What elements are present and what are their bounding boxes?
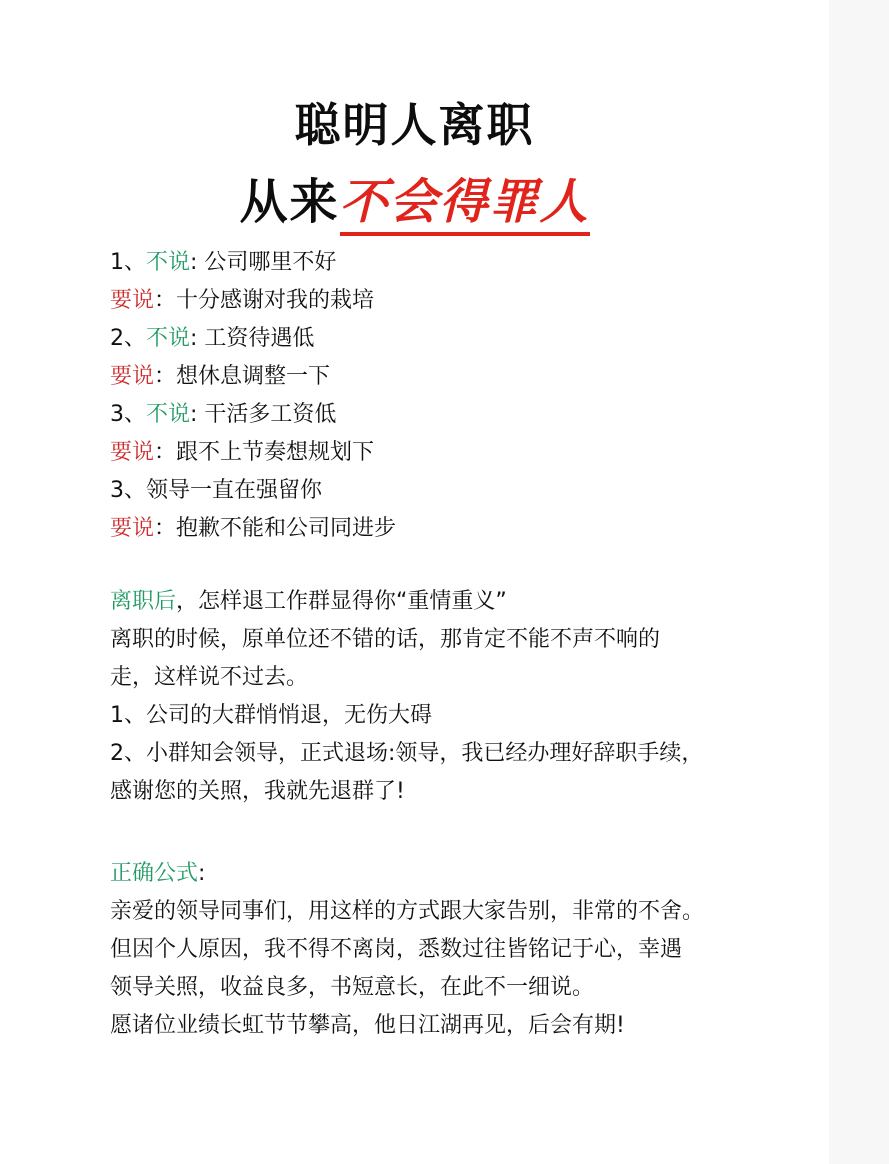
title-line-2-highlight: 不会得罪人 — [340, 174, 590, 236]
list-item-1-say — [110, 282, 770, 320]
say-label: 要说 — [110, 288, 155, 313]
say-label: 要说 — [110, 516, 155, 541]
after-heading-label: 离职后 — [110, 589, 177, 614]
item-text: : 干活多工资低 — [190, 402, 337, 427]
item-prefix: 3、 — [110, 402, 146, 427]
title-line-1: 聪明人离职 — [294, 98, 535, 152]
after-line-5: 感谢您的关照，我就先退群了! — [110, 779, 405, 804]
list-item-3-say — [110, 434, 770, 472]
after-line-1: 离职的时候，原单位还不错的话，那肯定不能不声不响的 — [110, 627, 661, 652]
title-block — [0, 92, 829, 236]
say-label: 要说 — [110, 364, 155, 389]
formula-line-4: 愿诸位业绩长虹节节攀高，他日江湖再见，后会有期! — [110, 1013, 625, 1038]
section-gap — [110, 548, 770, 583]
after-heading — [110, 583, 770, 621]
title-line-2 — [0, 168, 829, 236]
after-line-2: 走，这样说不过去。 — [110, 665, 309, 690]
item-text: ：跟不上节奏想规划下 — [154, 440, 375, 465]
formula-heading-label: 正确公式 — [110, 861, 199, 886]
item-text: ：想休息调整一下 — [154, 364, 331, 389]
after-line-3: 1、公司的大群悄悄退，无伤大碍 — [110, 703, 432, 728]
list-item-4-situation: 3、领导一直在强留你 — [110, 478, 322, 503]
item-text: : 公司哪里不好 — [190, 250, 337, 275]
formula-line-2: 但因个人原因，我不得不离岗，悉数过往皆铭记于心，幸遇 — [110, 937, 683, 962]
item-prefix: 2、 — [110, 326, 146, 351]
list-item-4-say — [110, 510, 770, 548]
dont-say-label: 不说 — [146, 402, 191, 427]
formula-heading-colon: : — [198, 861, 206, 886]
dont-say-label: 不说 — [146, 250, 191, 275]
item-prefix: 1、 — [110, 250, 146, 275]
list-item-3-dont-say — [110, 396, 770, 434]
item-text: ：抱歉不能和公司同进步 — [154, 516, 397, 541]
section-gap — [110, 811, 770, 855]
list-item-2-dont-say — [110, 320, 770, 358]
title-line-2-prefix: 从来 — [239, 174, 340, 230]
formula-line-1: 亲爱的领导同事们，用这样的方式跟大家告别，非常的不舍。 — [110, 899, 705, 924]
list-item-1-dont-say — [110, 244, 770, 282]
item-text: ：十分感谢对我的栽培 — [154, 288, 375, 313]
item-text: : 工资待遇低 — [190, 326, 315, 351]
say-label: 要说 — [110, 440, 155, 465]
document-content — [110, 244, 770, 1045]
after-line-4: 2、小群知会领导，正式退场:领导，我已经办理好辞职手续， — [110, 741, 704, 766]
list-item-2-say — [110, 358, 770, 396]
page-right-margin — [829, 0, 889, 1164]
formula-heading — [110, 855, 770, 893]
dont-say-label: 不说 — [146, 326, 191, 351]
formula-line-3: 领导关照，收益良多，书短意长，在此不一细说。 — [110, 975, 595, 1000]
after-heading-text: ，怎样退工作群显得你“重情重义” — [176, 589, 507, 614]
